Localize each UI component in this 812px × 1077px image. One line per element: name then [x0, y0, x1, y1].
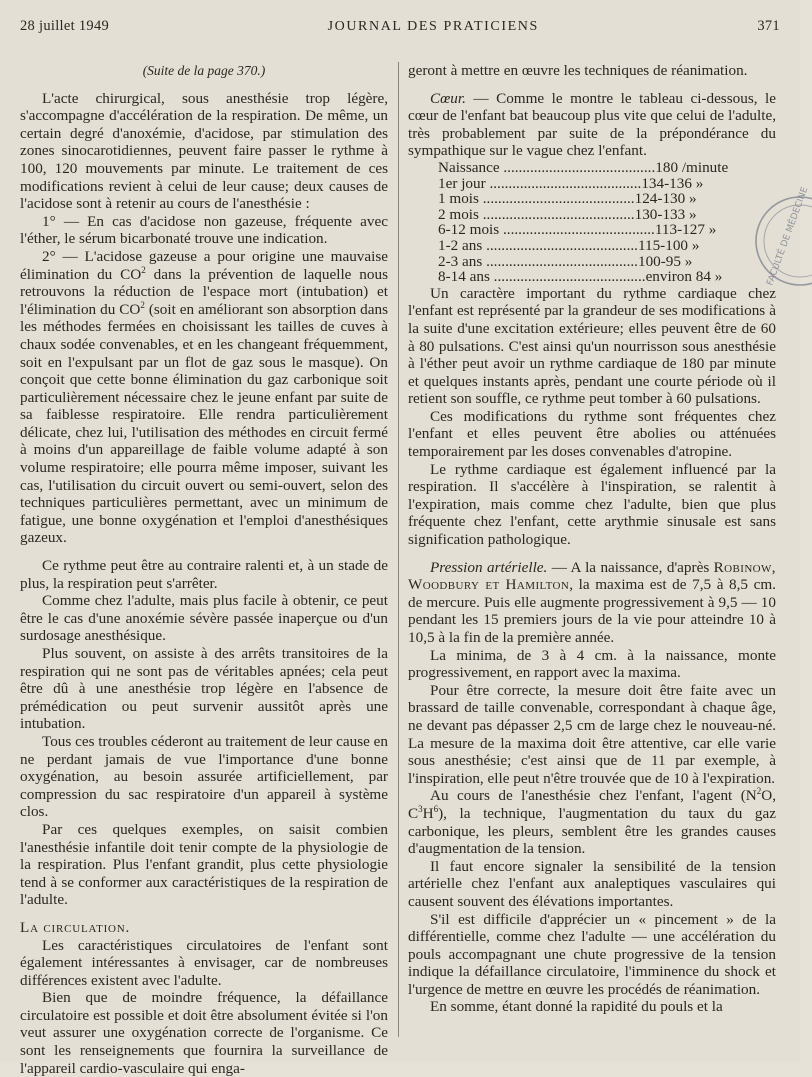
paragraph: Bien que de moindre fréquence, la défaillance circulatoire est possible et doit être absolument évitée si l'on veut assurer une oxygénation correcte de l'organisme. Ce sont les renseignements que fournira la surveillance de l'appareil cardio-vasculaire qui enga- [20, 989, 388, 1077]
heart-rate-age: 2 mois ........................................ [438, 205, 635, 223]
heart-rate-value: environ 84 » [645, 268, 723, 286]
page-number: 371 [757, 18, 780, 34]
heart-rate-age: 6-12 mois ........................................ [438, 221, 655, 239]
paragraph: geront à mettre en œuvre les techniques de réanimation. [408, 62, 748, 79]
paragraph: Un caractère important du rythme cardiaque chez l'enfant est représenté par la grandeur de ses modifications à la suite d'une excitation extérieure; elles peuvent être de 60 à 80 pulsations. C'est ainsi qu'un nourrisson sous anesthésie à l'éther peut avoir un rythme cardiaque de 180 par minute et quelques instants après, pendant une courte période où il retient son souffle, ce rythme peut tomber à 60 pulsations. [408, 284, 776, 408]
paragraph: Plus souvent, on assiste à des arrêts transitoires de la respiration qui ne sont pas de véritables apnées; cela peut être dû à une anesthésie trop légère en l'absence de prémédication ou peut survenir aussitôt après une intubation. [20, 645, 388, 733]
superscript: 2 [141, 264, 146, 275]
heart-rate-age: 8-14 ans ........................................ [438, 268, 646, 286]
heart-rate-row [438, 176, 738, 192]
paragraph: Par ces quelques exemples, on saisit combien l'anesthésie infantile doit tenir compte de la physiologie de la respiration. Plus l'enfant grandit, plus cette physiologie tend à se conformer aux caractéristiques de la respiration de l'adulte. [20, 820, 388, 909]
heart-rate-row [438, 207, 738, 223]
heart-rate-age: Naissance ........................................ [438, 158, 656, 176]
text-run: Au cours de l'anesthésie chez l'enfant, l'agent (N [430, 787, 757, 805]
paragraph: En somme, étant donné la rapidité du pouls et la [430, 998, 723, 1016]
paragraph: Le rythme cardiaque est également influencé par la respiration. Il s'accélère à l'inspiration, se ralentit à l'expiration, mais comme chez l'adulte, bien que plus fréquente chez l'enfant, cette arythmie sinusale est sans signification pathologique. [408, 460, 776, 549]
text-run: H [422, 804, 434, 822]
right-column [408, 62, 776, 1016]
superscript: 2 [756, 786, 762, 797]
header-date: 28 juillet 1949 [20, 18, 110, 34]
authors: Robinow, Woodbury et Hamilton [408, 558, 776, 594]
heart-rate-row [438, 160, 738, 176]
heart-rate-value: 115-100 » [637, 236, 700, 254]
paragraph [20, 248, 388, 547]
heart-rate-row [438, 254, 738, 270]
paragraph: Il faut encore signaler la sensibilité de la tension artérielle chez l'enfant aux analeptiques vasculaires qui causent souvent des élévations importantes. [408, 857, 776, 910]
heart-rate-age: 1er jour ........................................ [438, 174, 642, 192]
text-run: (soit en améliorant son absorption dans les méthodes fermées en choisissant les tailles de cuves à chaux sodée convenables, et en les changeant fréquemment, soit en l'expulsant par un flot de gaz sous le masque). On conçoit que cette bonne élimination du gaz carbonique soit particulièrement nécessaire chez le jeune enfant par suite de sa faiblesse respiratoire. Elle rendra particulièrement délicate, chez lui, l'utilisation des méthodes en circuit fermé à moins d'un appareillage de faible volume adapté à son volume respiratoire; elle pourra même imposer, suivant les cas, l'utilisation du circuit ouvert ou semi-ouvert, selon des techniques particulières permettant, avec un minimum de fatigue, une bonne oxygénation et l'emploi d'anesthésiques gazeux. [20, 300, 388, 547]
text-run: O, C [408, 787, 776, 822]
heart-rate-row [438, 269, 738, 285]
heart-rate-value: 124-130 » [634, 190, 697, 208]
heart-rate-value: 100-95 » [637, 252, 693, 270]
heart-rate-age: 1 mois ........................................ [438, 190, 635, 208]
section-heading: La circulation. [20, 918, 131, 936]
superscript: 6 [433, 803, 439, 814]
heart-rate-value: 134-136 » [641, 174, 704, 192]
paragraph: Pour être correcte, la mesure doit être faite avec un brassard de taille convenable, correspondant à chaque âge, ne devant pas dépasser 2,5 cm de large chez le nouveau-né. La mesure de la maxima doit être attentive, car elle varie sous anesthésie; c'est ainsi que de 11 par exemple, à l'inspiration, elle peut n'être trouvée que de 10 à l'expiration. [408, 681, 776, 787]
continued-note: (Suite de la page 370.) [142, 63, 266, 78]
text-run: , la maxima est de 7,5 à 8,5 cm. de mercure. Puis elle augmente progressivement à 9,5 — 10 pendant les 15 premiers jours de la vie pour atteindre 10 à 10,5 à la fin de la première année. [408, 576, 776, 646]
text-run: — Comme le montre le tableau ci-dessous, le cœur de l'enfant bat beaucoup plus vite que celui de l'adulte, très probablement par suite de la prépondérance du sympathique sur le vague chez l'enfant. [408, 89, 776, 160]
heart-rate-row [438, 191, 738, 207]
paragraph: Comme chez l'adulte, mais plus facile à obtenir, ce peut être le cas d'une anoxémie sévère passée inaperçue ou d'un surdosage anesthésique. [20, 592, 388, 645]
run-in-heading: Cœur. [430, 89, 466, 107]
paragraph [408, 787, 776, 857]
library-stamp-seal [752, 156, 812, 326]
paragraph: Les caractéristiques circulatoires de l'enfant sont également intéressantes à envisager, car de nombreuses différences existent avec l'adulte. [20, 936, 388, 989]
heart-rate-table [438, 160, 738, 285]
paragraph [408, 559, 776, 647]
paragraph: L'acte chirurgical, sous anesthésie trop légère, s'accompagne d'accélération de la respiration. De même, un certain degré d'anoxémie, d'acidose, par stimulation des zones sinocarotidiennes, peuvent faire passer le rythme à 100, 120 mouvements par minute. Le traitement de ces modifications revient à celui de leur cause; deux causes de l'acidose sont à retenir au cours de l'anesthésie : [20, 89, 388, 213]
heart-rate-row [438, 238, 738, 254]
superscript: 2 [140, 299, 145, 310]
text-run: dans la prévention de laquelle nous retrouvons la réduction de l'espace mort (intubation) et l'élimination du CO [20, 265, 388, 318]
paragraph: Ce rythme peut être au contraire ralenti et, à un stade de plus, la respiration peut s'arrêter. [20, 557, 388, 592]
journal-title: JOURNAL DES PRATICIENS [327, 19, 539, 34]
text-run: ), la technique, l'augmentation du taux du gaz carbonique, les pleurs, semblent être les grandes causes d'augmentation de la tension. [408, 804, 776, 858]
heart-rate-age: 1-2 ans ........................................ [438, 236, 638, 254]
heart-rate-value: 180 /minute [655, 158, 729, 176]
text-run: 2° — L'acidose gazeuse a pour origine une mauvaise élimination du CO [20, 247, 388, 283]
heart-rate-value: 130-133 » [634, 205, 697, 223]
paragraph: Tous ces troubles céderont au traitement de leur cause en ne perdant jamais de vue l'importance d'une bonne oxygénation, au besoin assurée artificiellement, par compression du sac respiratoire d'un appareil à système clos. [20, 732, 388, 821]
paragraph: S'il est difficile d'apprécier un « pincement » de la différentielle, comme chez l'adulte — une accélération du pouls accompagnant une chute progressive de la tension indique la défaillance circulatoire, l'imminence du shock et l'urgence de mettre en œuvre les procédés de réanimation. [408, 910, 776, 998]
paragraph: La minima, de 3 à 4 cm. à la naissance, monte progressivement, en rapport avec la maxima. [408, 646, 776, 682]
text-run: — A la naissance, d'après [547, 558, 714, 576]
paragraph [408, 90, 776, 160]
column-divider [398, 62, 399, 1037]
superscript: 3 [418, 803, 423, 814]
paragraph: Ces modifications du rythme sont fréquentes chez l'enfant et elles peuvent être abolies ou atténuées temporairement par les doses convenables d'atropine. [408, 407, 776, 461]
run-in-heading: Pression artérielle. [430, 558, 548, 576]
heart-rate-row [438, 222, 738, 238]
heart-rate-age: 2-3 ans ........................................ [438, 252, 638, 270]
paragraph: 1° — En cas d'acidose non gazeuse, fréquente avec l'éther, le sérum bicarbonaté trouve une indication. [20, 212, 388, 248]
svg-text:FACULTÉ DE MÉDECINE: FACULTÉ DE MÉDECINE [765, 185, 811, 288]
left-column [20, 62, 388, 1077]
heart-rate-value: 113-127 » [654, 221, 717, 239]
page-header [20, 18, 780, 42]
